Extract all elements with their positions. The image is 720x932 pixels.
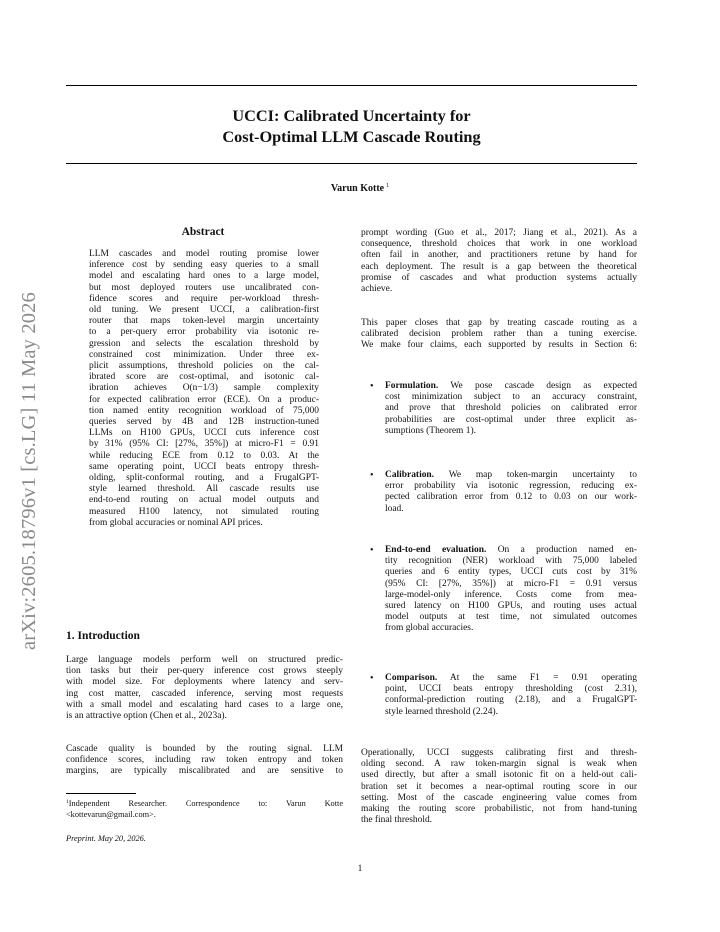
abstract-line: old tuning. We present UCCI, a calibration-first	[89, 305, 319, 316]
abstract-line: inference cost by sending easy queries to a small	[89, 260, 319, 271]
preprint-note: Preprint. May 20, 2026.	[66, 834, 146, 843]
text-line: This paper closes that gap by treating cascade routing as a	[361, 318, 637, 328]
abstract-line: tion named entity recognition workload of 75,000	[89, 405, 319, 416]
arxiv-identifier[interactable]: arXiv:2605.18796v1 [cs.LG] 11 May 2026	[18, 292, 40, 650]
page-number: 1	[357, 864, 363, 874]
abstract-line: style learned threshold. All cascade results use	[89, 484, 319, 495]
text-line: and prove that threshold policies on calibrated error	[385, 403, 637, 414]
footnote-rule	[66, 793, 136, 794]
text-line: consequence, threshold choices that work in one workload	[361, 239, 637, 250]
text-line: setting. Most of the cascade engineering value comes from	[361, 792, 637, 803]
abstract-line: LLMs on H100 GPUs, UCCI cuts inference cost	[89, 428, 319, 439]
intro-paragraph-1	[66, 655, 343, 722]
text-line: used directly, but after a small isotonic fit on a held-out cali-	[361, 770, 637, 781]
abstract-line: by 31% (95% CI: [27%, 35%]) at micro-F1 = 0.91	[89, 439, 319, 450]
text-line: prompt wording (Guo et al., 2017; Jiang et al., 2021). As a	[361, 228, 637, 238]
text-line: is an attractive option (Chen et al., 2023a).	[66, 711, 227, 722]
title-line: Cost-Optimal LLM Cascade Routing	[222, 127, 481, 146]
paper-title	[66, 105, 637, 147]
text-line: tity recognition (NER) workload with 75,000 labeled	[385, 556, 637, 567]
footnote-mark: 1	[66, 799, 69, 805]
abstract-line: to a per-query error probability via isotonic re-	[89, 327, 319, 338]
text-line	[385, 545, 637, 556]
text-line: achieve.	[361, 284, 393, 295]
text-line: Large language models perform well on structured predic-	[66, 655, 343, 665]
text-line	[385, 381, 637, 392]
text-line: large-model-only inference. Costs come from mea-	[385, 589, 637, 600]
claim-formulation	[385, 381, 637, 437]
author-footnote-mark: 1	[386, 183, 390, 189]
abstract-line: from global accuracies or nominal API prices.	[89, 517, 263, 528]
abstract-line: end-to-end routing on actual model outputs and	[89, 495, 319, 506]
bullet-marker: •	[370, 545, 374, 556]
abstract-line: measured H100 latency, not simulated routing	[89, 506, 319, 517]
claim-lead: Comparison.	[385, 673, 438, 683]
text-line: sured latency on H100 GPUs, and routing uses actual	[385, 601, 637, 612]
text-line: from global accuracies.	[385, 623, 474, 634]
text-line: promise of cascades and what production systems actually	[361, 272, 637, 283]
abstract-line: router that maps token-level margin uncertainty	[89, 316, 319, 327]
text-line: calibrated decision problem rather than a tuning exercise.	[361, 329, 637, 340]
claim-text: We pose cascade design as expected	[450, 381, 637, 391]
text-line	[385, 673, 637, 684]
footnote-text: Independent Researcher. Correspondence to: Varun Kotte	[68, 799, 343, 808]
text-line: sumptions (Theorem 1).	[385, 425, 476, 436]
footnote-line	[66, 797, 343, 810]
author-name: Varun Kotte	[330, 183, 385, 194]
claim-lead: End-to-end evaluation.	[385, 545, 487, 555]
text-line: model outputs at test time, not simulated outcomes	[385, 612, 637, 623]
text-line: Cascade quality is bounded by the routing signal. LLM	[66, 744, 343, 754]
section-heading-introduction: 1. Introduction	[66, 630, 140, 642]
abstract-line: while reducing ECE from 0.12 to 0.03. At the	[89, 450, 319, 461]
claim-text: On a production named en-	[497, 545, 637, 555]
claim-calibration	[385, 470, 637, 515]
text-line: bration set it becomes a near-optimal routing score in our	[361, 781, 637, 792]
claim-end-to-end-evaluation	[385, 545, 637, 635]
text-line: making the routing score probabilistic, not from hand-tuning	[361, 804, 637, 815]
text-line: point, UCCI beats entropy thresholding (cost 2.31),	[385, 684, 637, 695]
text-line: load.	[385, 503, 404, 514]
abstract-line: fidence scores and require per-workload thresh-	[89, 293, 319, 304]
text-line: margins, are typically miscalibrated and are sensitive to	[66, 766, 343, 777]
abstract-body	[89, 249, 319, 529]
abstract-line: queries served by 4B and 12B instruction-tuned	[89, 417, 319, 428]
claim-text: We map token-margin uncertainty to	[448, 470, 637, 480]
bullet-marker: •	[370, 470, 374, 481]
intro-paragraph-2	[66, 744, 343, 778]
abstract-line: ibration achieves O(n−1/3) sample complexity	[89, 383, 319, 394]
text-line: cost minimization subject to an accuracy constraint,	[385, 392, 637, 403]
text-line: conformal-prediction routing (2.18), and a FrugalGPT-	[385, 695, 637, 706]
title-line: UCCI: Calibrated Uncertainty for	[232, 106, 471, 125]
bullet-marker: •	[370, 673, 374, 684]
claim-lead: Calibration.	[385, 470, 435, 480]
title-rule-bottom	[66, 163, 637, 164]
abstract-line: gression and selects the escalation threshold by	[89, 338, 319, 349]
abstract-line: model and escalating hard ones to a large model,	[89, 271, 319, 282]
title-rule-top	[66, 85, 637, 86]
abstract-line: same operating point, UCCI beats entropy thresh-	[89, 461, 319, 472]
text-line: pected calibration error from 0.12 to 0.03 on our work-	[385, 492, 637, 503]
text-line: queries and 6 entity types, UCCI cuts cost by 31%	[385, 567, 637, 578]
footnote	[66, 797, 343, 820]
text-line: (95% CI: [27%, 35%]) at micro-F1 = 0.91 versus	[385, 578, 637, 589]
abstract-line: ibrated score are cost-optimal, and isotonic cal-	[89, 372, 319, 383]
abstract-line: constrained cost minimization. Under three ex-	[89, 349, 319, 360]
text-line: tion tasks but their per-query inference cost grows steeply	[66, 666, 343, 677]
text-line: style learned threshold (2.24).	[385, 706, 498, 717]
text-line: each deployment. The result is a gap between the theoretical	[361, 261, 637, 272]
text-line	[385, 470, 637, 481]
abstract-heading: Abstract	[181, 226, 225, 238]
claim-lead: Formulation.	[385, 381, 439, 391]
abstract-line: LLM cascades and model routing promise lower	[89, 249, 319, 259]
text-line: We make four claims, each supported by results in Section 6:	[361, 340, 637, 351]
abstract-line: but most deployed routers use uncalibrated con-	[89, 282, 319, 293]
claim-comparison	[385, 673, 637, 718]
text-line: with a small model and escalating hard cases to a large one,	[66, 699, 343, 710]
bullet-marker: •	[370, 381, 374, 392]
right-paragraph-2	[361, 318, 637, 352]
text-line: with model size. For deployments where latency and serv-	[66, 677, 343, 688]
footnote-email[interactable]: <kottevarun@gmail.com>.	[66, 809, 156, 819]
abstract-line: for expected calibration error (ECE). On a produc-	[89, 394, 319, 405]
text-line: ing cost matter, cascaded inference, serving most requests	[66, 688, 343, 699]
text-line: error probability via isotonic regression, reducing ex-	[385, 481, 637, 492]
claim-text: At the same F1 = 0.91 operating	[449, 673, 637, 683]
abstract-line: olding, split-conformal routing, and a FrugalGPT-	[89, 473, 319, 484]
right-paragraph-3	[361, 748, 637, 826]
text-line: often fail in another, and practitioners retune by hand for	[361, 250, 637, 261]
text-line: probabilities are cost-optimal under three explicit as-	[385, 414, 637, 425]
right-paragraph-1	[361, 228, 637, 295]
text-line: olding second. A raw token-margin signal is weak when	[361, 759, 637, 770]
author-line	[0, 183, 720, 194]
text-line: confidence scores, including raw token entropy and token	[66, 755, 343, 766]
text-line: the final threshold.	[361, 815, 433, 826]
abstract-line: plicit assumptions, threshold policies on the cal-	[89, 361, 319, 372]
text-line: Operationally, UCCI suggests calibrating first and thresh-	[361, 748, 637, 758]
